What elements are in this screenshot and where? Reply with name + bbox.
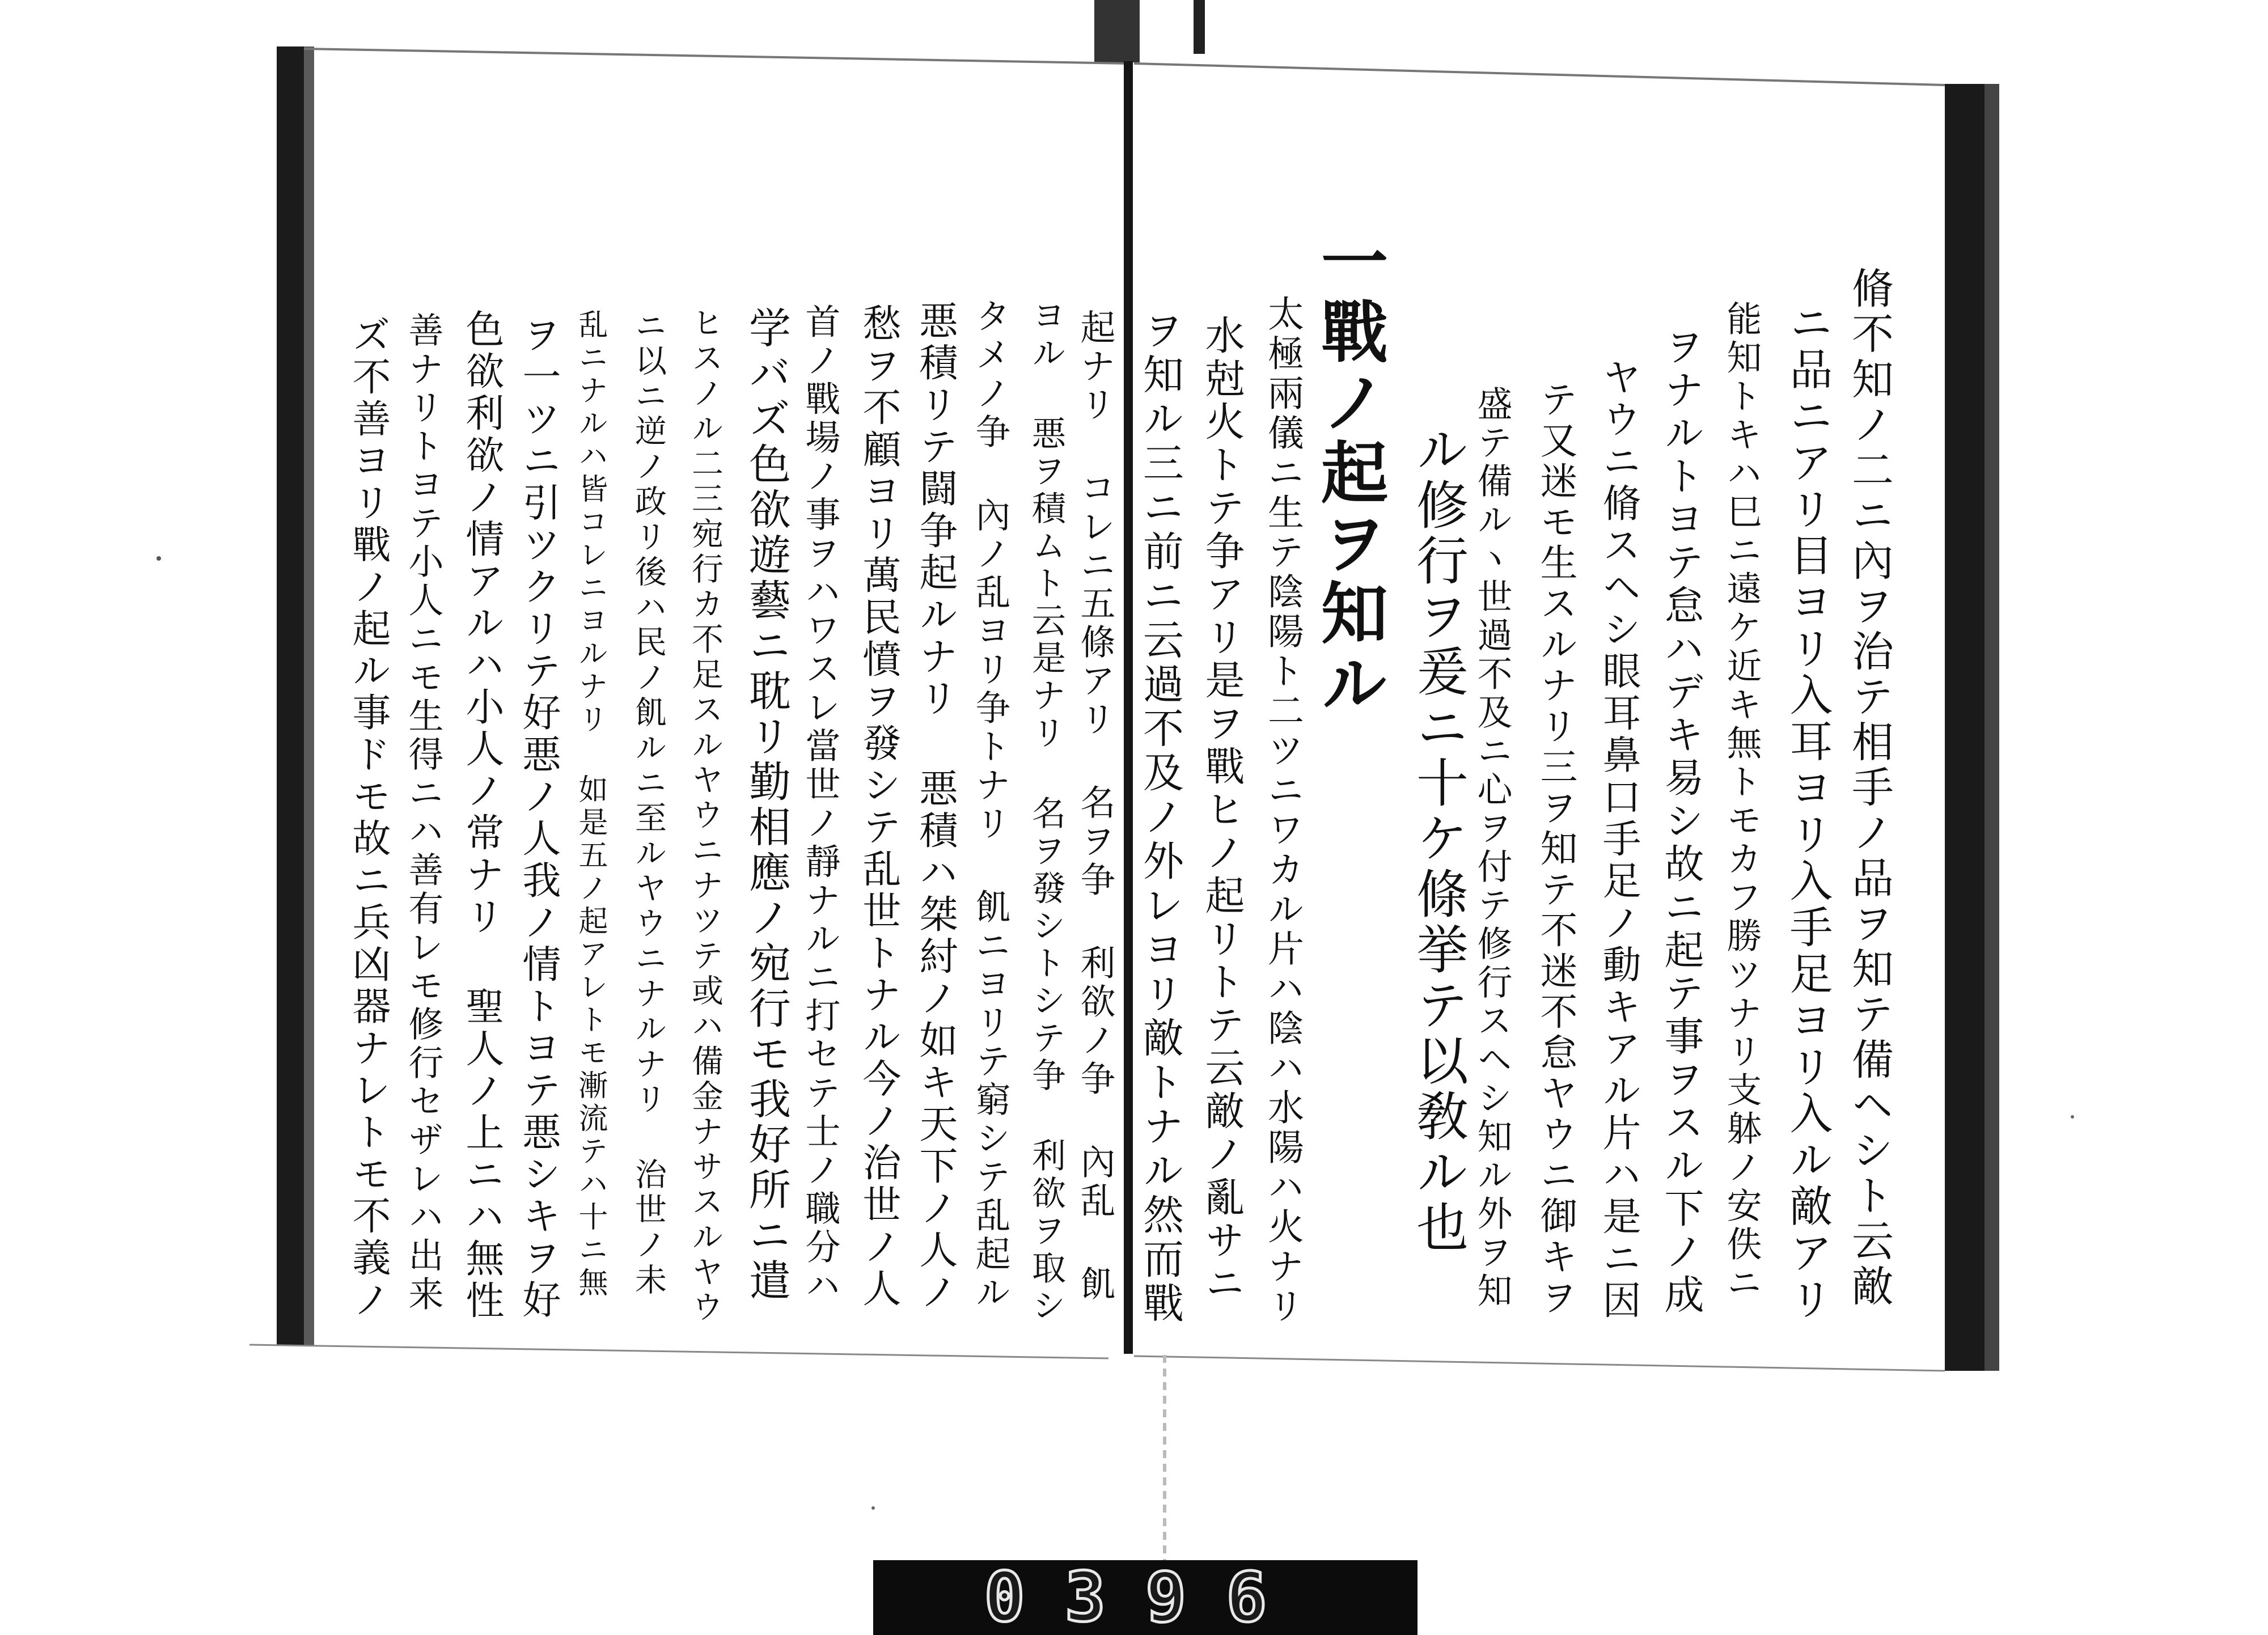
gutter-line xyxy=(1124,61,1133,1354)
text-column: 学バズ色欲遊藝ニ耽リ勤相應ノ宛行モ我好所ニ遣 xyxy=(742,306,791,1304)
text-column: 悪積リテ闘争起ルナリ 悪積ハ桀紂ノ如キ天下ノ人ノ xyxy=(913,300,958,1314)
left-page-edge xyxy=(277,46,304,1346)
text-column: ル修行ヲ爰ニ十ケ條挙テ以敎ル也 xyxy=(1408,422,1469,1256)
right-page-edge xyxy=(1945,84,1984,1371)
text-column: タメノ争 內ノ乱ヨリ争トナリ 飢ニヨリテ窮シテ乱起ル xyxy=(970,298,1011,1312)
text-column: ヤウニ脩スヘシ眼耳鼻口手足ノ動キアル片ハ是ニ因 xyxy=(1596,357,1641,1322)
text-column: 能知トキハ巳ニ遠ケ近キ無トモカフ勝ツナリ支躰ノ安佚ニ xyxy=(1721,300,1762,1303)
text-column: ニ品ニアリ目ヨリ入耳ヨリ入手足ヨリ入ル敵アリ xyxy=(1783,300,1833,1323)
text-column: 善ナリトヨテ小人ニモ生得ニハ善有レモ修行セザレハ出来 xyxy=(403,312,444,1314)
text-column: 太極兩儀ニ生テ陰陽ト二ツニワカル片ハ陰ハ水陽ハ火ナリ xyxy=(1262,295,1304,1327)
text-column: 脩不知ノ二ニ內ヲ治テ相手ノ品ヲ知テ備ヘシト云敵 xyxy=(1845,266,1894,1310)
text-column: ズ不善ヨリ戰ノ起ル事ドモ故ニ兵凶器ナレトモ不義ノ xyxy=(346,315,391,1321)
text-column: ヲナルトヨテ怠ハデキ易シ故ニ起テ事ヲスル下ノ成 xyxy=(1658,326,1704,1317)
text-column: 首ノ戰場ノ事ヲハワスレ當世ノ靜ナルニ打セテ士ノ職分ハ xyxy=(799,303,841,1306)
text-column: ヨル 悪ヲ積ムト云是ナリ 名ヲ發シトシテ争 利欲ヲ取シ xyxy=(1026,298,1066,1325)
text-column: 水尅火トテ争アリ是ヲ戰ヒノ起リトテ云敵ノ亂サニ xyxy=(1199,315,1245,1306)
frame-number-text: 0396 xyxy=(984,1560,1307,1635)
text-column: ヒスノル二三宛行カ不足スルヤウニナツテ或ハ備金ナサスルヤウ xyxy=(687,306,723,1325)
section-heading: 一戰ノ起ヲ知ル xyxy=(1310,227,1389,719)
text-column: 盛テ備ルヽ世過不及ニ心ヲ付テ修行スヘシ知ル外ヲ知 xyxy=(1471,386,1513,1311)
frame-number-label xyxy=(873,1560,1417,1635)
text-column: テ又迷モ生スルナリ三ヲ知テ不迷不怠ヤウニ御キヲ xyxy=(1534,380,1577,1319)
text-column: 色欲利欲ノ情アルハ小人ノ常ナリ 聖人ノ上ニハ無性 xyxy=(459,309,504,1322)
text-column: ニ以ニ逆ノ政リ後ハ民ノ飢ルニ至ルヤウニナルナリ 治世ノ未 xyxy=(630,309,667,1298)
text-column: 乱ニナルハ皆コレニヨルナリ 如是五ノ起アレトモ漸流テハ十ニ無 xyxy=(573,309,607,1300)
text-column: 起ナリ コレニ五條アリ 名ヲ争 利欲ノ争 內乱 飢 xyxy=(1074,309,1116,1304)
text-column: 愁ヲ不顧ヨリ萬民憤ヲ發シテ乱世トナル今ノ治世ノ人 xyxy=(856,303,901,1310)
text-column: ヲ知ル三ニ前ニ云過不及ノ外レヨリ敵トナル然而戰 xyxy=(1136,309,1184,1326)
text-column: ヲ一ツニ引ツクリテ好悪ノ人我ノ情トヨテ悪シキヲ好 xyxy=(516,315,561,1321)
